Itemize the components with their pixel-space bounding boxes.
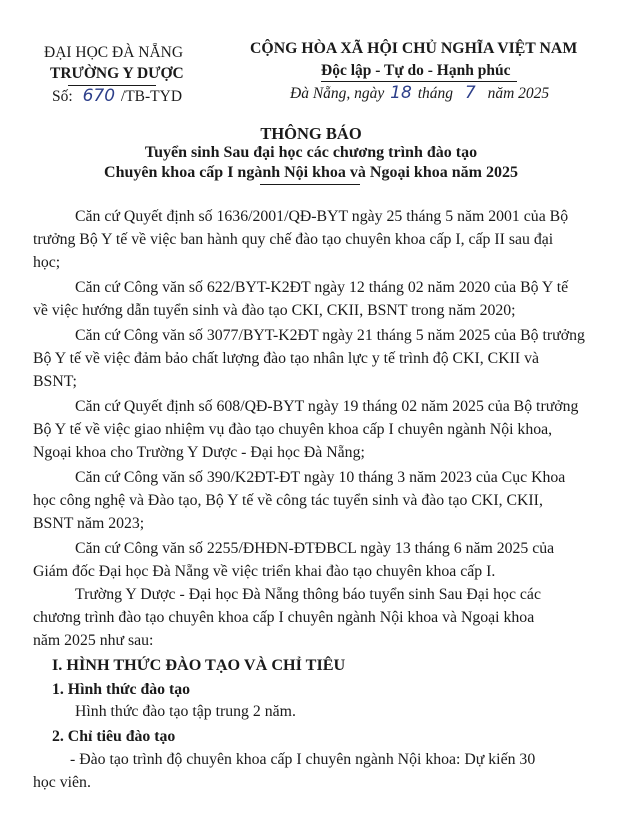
body-line: về việc hướng dẫn tuyển sinh và đào tạo CKI, CKII, BSNT trong năm 2020;: [33, 302, 516, 319]
date-year-label: năm 2025: [487, 85, 550, 102]
body-line: Bộ Y tế về việc giao nhiệm vụ đào tạo chuyên khoa cấp I chuyên ngành Nội khoa,: [33, 421, 553, 438]
motto-underline: [321, 81, 517, 82]
country-name: CỘNG HÒA XÃ HỘI CHỦ NGHĨA VIỆT NAM: [250, 40, 578, 57]
date-prefix: Đà Nẵng, ngày: [290, 85, 385, 102]
notice-subtitle-line2: Chuyên khoa cấp I ngành Nội khoa và Ngoại khoa năm 2025: [104, 164, 518, 181]
body-line: BSNT năm 2023;: [33, 515, 145, 532]
body-line: Căn cứ Quyết định số 1636/2001/QĐ-BYT ngày 25 tháng 5 năm 2001 của Bộ: [75, 208, 569, 225]
notice-subtitle-line1: Tuyển sinh Sau đại học các chương trình đào tạo: [144, 144, 478, 161]
title-underline: [260, 184, 360, 185]
school-name: TRƯỜNG Y DƯỢC: [50, 65, 184, 82]
quota-internal-line2: học viên.: [33, 774, 91, 791]
document-number-handwritten: 670: [82, 86, 116, 106]
body-line: Giám đốc Đại học Đà Nẵng về việc triển khai đào tạo chuyên khoa cấp I.: [33, 563, 496, 580]
body-line: Căn cứ Công văn số 2255/ĐHĐN-ĐTĐBCL ngày 13 tháng 6 năm 2025 của: [75, 540, 555, 557]
body-line: chương trình đào tạo chuyên khoa cấp I chuyên ngành Nội khoa và Ngoại khoa: [33, 609, 535, 626]
body-line: học;: [33, 254, 61, 271]
section-1-2-heading: 2. Chỉ tiêu đào tạo: [52, 728, 176, 745]
document-number-suffix: /TB-TYD: [120, 88, 183, 105]
section-1-1-text: Hình thức đào tạo tập trung 2 năm.: [75, 703, 296, 720]
document-number-prefix: Số:: [52, 88, 73, 105]
national-motto: Độc lập - Tự do - Hạnh phúc: [321, 62, 511, 79]
section-1-heading: I. HÌNH THỨC ĐÀO TẠO VÀ CHỈ TIÊU: [52, 656, 346, 674]
date-day-handwritten: 18: [390, 83, 412, 103]
body-line: Căn cứ Quyết định số 608/QĐ-BYT ngày 19 tháng 02 năm 2025 của Bộ trưởng: [75, 398, 579, 415]
date-month-handwritten: 7: [464, 83, 476, 103]
body-line: Trường Y Dược - Đại học Đà Nẵng thông báo tuyển sinh Sau Đại học các: [75, 586, 541, 603]
body-line: trưởng Bộ Y tế về việc ban hành quy chế đào tạo chuyên khoa cấp I, cấp II sau đại: [33, 231, 554, 248]
university-name: ĐẠI HỌC ĐÀ NẴNG: [44, 44, 184, 61]
date-month-label: tháng: [417, 85, 453, 102]
body-line: Căn cứ Công văn số 390/K2ĐT-ĐT ngày 10 tháng 3 năm 2023 của Cục Khoa: [75, 469, 566, 486]
document-date: [290, 83, 549, 103]
body-line: Bộ Y tế về việc đảm bảo chất lượng đào tạo nhân lực y tế trình độ CKI, CKII và: [33, 350, 539, 367]
body-line: BSNT;: [33, 373, 77, 390]
notice-title: THÔNG BÁO: [260, 124, 362, 143]
body-line: năm 2025 như sau:: [33, 632, 154, 649]
quota-internal-line1: - Đào tạo trình độ chuyên khoa cấp I chuyên ngành Nội khoa: Dự kiến 30: [70, 751, 536, 768]
body-line: học công nghệ và Đào tạo, Bộ Y tế về công tác tuyển sinh và đào tạo CKI, CKII,: [33, 492, 543, 509]
body-line: Căn cứ Công văn số 622/BYT-K2ĐT ngày 12 tháng 02 năm 2020 của Bộ Y tế: [75, 279, 569, 296]
body-line: Căn cứ Công văn số 3077/BYT-K2ĐT ngày 21 tháng 5 năm 2025 của Bộ trưởng: [75, 327, 585, 344]
body-line: Ngoại khoa cho Trường Y Dược - Đại học Đà Nẵng;: [33, 444, 365, 461]
section-1-1-heading: 1. Hình thức đào tạo: [52, 681, 191, 698]
document-number: [52, 86, 182, 106]
